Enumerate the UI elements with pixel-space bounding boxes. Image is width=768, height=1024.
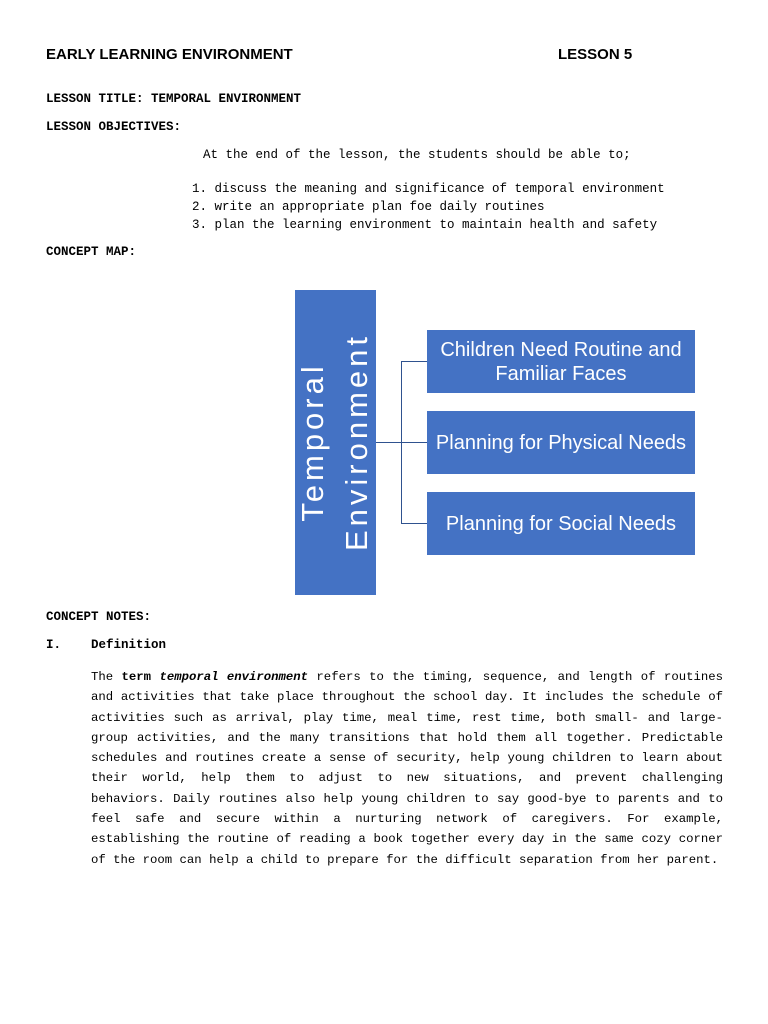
concept-map-box-label: Planning for Physical Needs (435, 431, 687, 454)
course-title: EARLY LEARNING ENVIRONMENT (46, 46, 293, 63)
lesson-number: LESSON 5 (558, 46, 633, 63)
concept-map-heading: CONCEPT MAP: (46, 245, 137, 259)
objectives-intro: At the end of the lesson, the students should be able to; (203, 148, 631, 162)
concept-map-main-box (295, 290, 376, 595)
paragraph-body: refers to the timing, sequence, and length of routines and activities that take place throughout the school day. It includes the schedule of activities such as arrival, play time, meal time, rest time, both small- and large-group activities, and the many transitions that hold them all together. Predictable schedules and routines create a sense of security, help young children to learn about their world, help them to adjust to new situations, and prevent challenging behaviors. Daily routines also help young children to say good-bye to parents and to feel safe and secure within a nurturing network of caregivers. For example, establishing the routine of reading a book together every day in the same cozy corner of the room can help a child to prepare for the difficult separation from her parent. (91, 670, 723, 867)
objective-item: 1. discuss the meaning and significance of temporal environment (192, 182, 665, 196)
connector-line (401, 442, 427, 443)
lesson-title: LESSON TITLE: TEMPORAL ENVIRONMENT (46, 92, 302, 106)
paragraph-lead: The (91, 670, 122, 684)
concept-map-box (427, 330, 695, 393)
concept-map-box (427, 492, 695, 555)
connector-line (376, 442, 401, 443)
connector-line (401, 523, 427, 524)
connector-line (401, 361, 427, 362)
concept-map-box (427, 411, 695, 474)
objective-item: 2. write an appropriate plan foe daily routines (192, 200, 545, 214)
concept-map-main-line2: Environment (339, 332, 374, 552)
objective-item: 3. plan the learning environment to maintain health and safety (192, 218, 658, 232)
concept-notes-heading: CONCEPT NOTES: (46, 610, 152, 624)
concept-map-main-label (291, 333, 379, 551)
section-number: I. (46, 638, 62, 652)
concept-map-box-label: Children Need Routine and Familiar Faces (440, 338, 682, 385)
definition-paragraph (91, 667, 723, 870)
term-word: term (121, 670, 152, 684)
concept-map-main-line1: Temporal (295, 362, 330, 522)
concept-map-box-label: Planning for Social Needs (445, 512, 677, 535)
objectives-heading: LESSON OBJECTIVES: (46, 120, 182, 134)
section-title: Definition (91, 638, 167, 652)
term-phrase: temporal environment (159, 670, 309, 684)
